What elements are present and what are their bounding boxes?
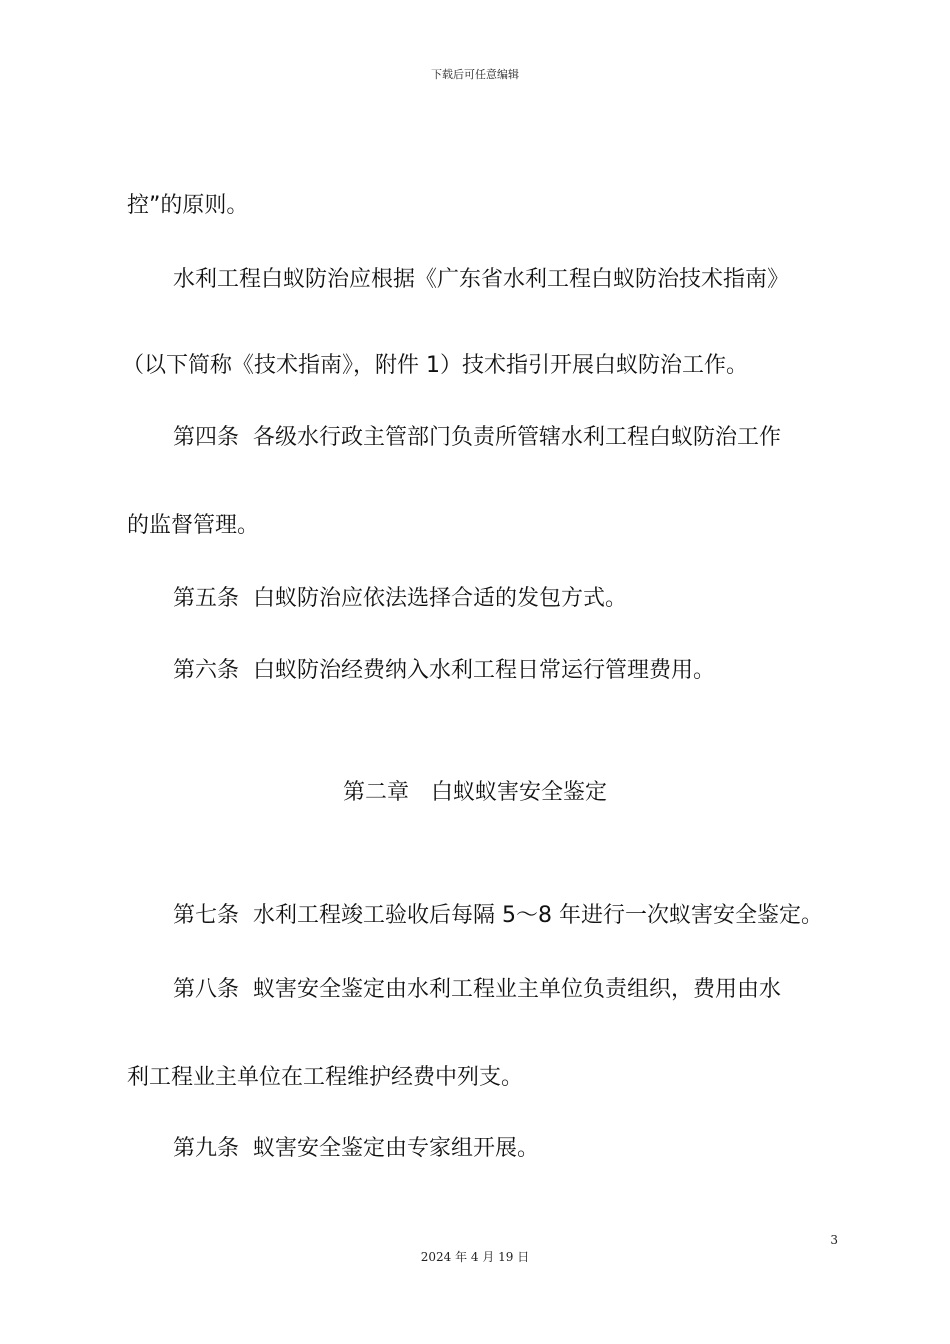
article-6 xyxy=(173,656,715,686)
article-text: 白蚁防治经费纳入水利工程日常运行管理费用。 xyxy=(253,658,716,683)
article-5 xyxy=(173,584,627,614)
article-text: 各级水行政主管部门负责所管辖水利工程白蚁防治工作 xyxy=(253,425,782,450)
article-text: 蚁害安全鉴定由水利工程业主单位负责组织，费用由水 xyxy=(253,977,782,1002)
page-number: 3 xyxy=(830,1233,838,1247)
article-7 xyxy=(173,901,823,931)
article-text: 白蚁防治应依法选择合适的发包方式。 xyxy=(253,586,628,611)
paragraph-line: 控”的原则。 xyxy=(127,193,249,218)
footer-date: 2024 年 4 月 19 日 xyxy=(420,1250,530,1264)
article-text: 蚁害安全鉴定由专家组开展。 xyxy=(253,1136,540,1161)
paragraph-line: 水利工程白蚁防治应根据《广东省水利工程白蚁防治技术指南》 xyxy=(173,267,790,292)
article-4 xyxy=(173,423,781,453)
chapter-heading: 第二章 白蚁蚁害安全鉴定 xyxy=(342,780,607,805)
article-label: 第九条 xyxy=(173,1136,240,1161)
article-9 xyxy=(173,1134,539,1164)
article-label: 第八条 xyxy=(173,977,240,1002)
article-label: 第四条 xyxy=(173,425,240,450)
article-8-continuation: 利工程业主单位在工程维护经费中列支。 xyxy=(127,1065,524,1090)
paragraph-line: （以下简称《技术指南》，附件 1）技术指引开展白蚁防治工作。 xyxy=(122,353,748,378)
article-8 xyxy=(173,975,781,1005)
article-text: 水利工程竣工验收后每隔 5～8 年进行一次蚁害安全鉴定。 xyxy=(253,903,823,928)
article-label: 第七条 xyxy=(173,903,240,928)
article-4-continuation: 的监督管理。 xyxy=(127,513,260,538)
article-label: 第六条 xyxy=(173,658,240,683)
header-note: 下载后可任意编辑 xyxy=(431,68,519,81)
article-label: 第五条 xyxy=(173,586,240,611)
